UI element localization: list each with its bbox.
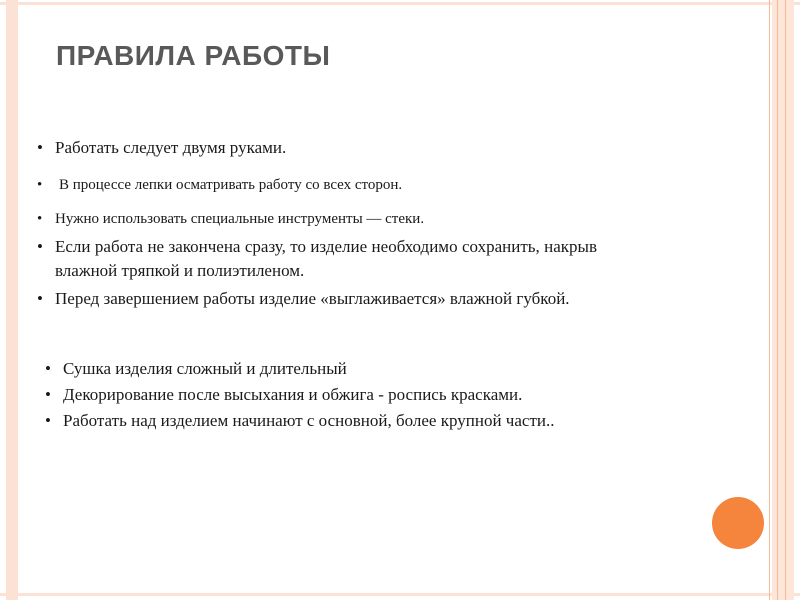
slide-title: ПРАВИЛА РАБОТЫ	[56, 40, 331, 71]
frame-top-border	[0, 2, 800, 5]
frame-right-line	[777, 0, 778, 600]
list-item: • Декорирование после высыхания и обжига - роспись красками.	[45, 383, 587, 407]
decorative-orange-dot	[712, 497, 764, 549]
list-item: • В процессе лепки осматривать работу со всех сторон.	[37, 175, 597, 195]
list-item: • Нужно использовать специальные инструменты — стеки.	[37, 209, 597, 229]
frame-left-border	[6, 0, 18, 600]
frame-bottom-border	[0, 593, 800, 596]
list-item: • Сушка изделия сложный и длительный	[45, 357, 587, 381]
frame-right-band	[772, 0, 794, 600]
rules-list-primary	[37, 137, 597, 311]
list-item: • Работать следует двумя руками.	[37, 137, 597, 159]
list-item: • Если работа не закончена сразу, то изделие необходимо сохранить, накрыв влажной тряпкой и полиэтиленом.	[37, 235, 597, 283]
frame-right-line	[769, 0, 770, 600]
list-item: • Работать над изделием начинают с основной, более крупной части..	[45, 409, 587, 433]
frame-right-line	[785, 0, 786, 600]
rules-list-secondary	[45, 357, 587, 435]
list-item: • Перед завершением работы изделие «выглаживается» влажной губкой.	[37, 287, 597, 311]
